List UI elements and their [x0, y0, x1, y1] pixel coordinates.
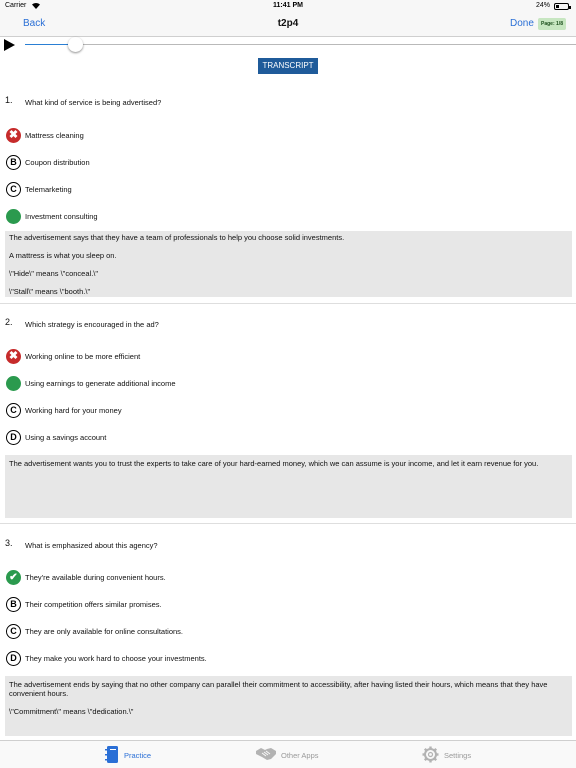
tab-label: Settings: [444, 750, 472, 760]
answer-text: Investment consulting: [25, 212, 98, 221]
page-title: t2p4: [277, 18, 299, 29]
battery-icon: [554, 3, 569, 10]
correct-answer-dot-icon: [6, 376, 21, 391]
status-bar: [0, 0, 576, 12]
answer-text: They are only available for online consultations.: [25, 627, 184, 636]
answer-option[interactable]: [0, 128, 576, 146]
checkmark-icon: ✔: [6, 570, 21, 585]
answer-text: Working online to be more efficient: [25, 352, 141, 361]
tab-label: Practice: [124, 750, 152, 760]
explanation-line: The advertisement ends by saying that no other company can parallel their commitment to accessibility, after having listed their hours, which means that they have convenient hours.: [9, 680, 548, 698]
explanation-line: The advertisement says that they have a team of professionals to help you choose solid investments.: [9, 233, 345, 242]
answer-text: Coupon distribution: [25, 158, 90, 167]
explanation-line: The advertisement wants you to trust the experts to take care of your hard-earned money, which we can assume is your income, and let it earn revenue for you.: [9, 459, 539, 468]
audio-progress-track[interactable]: [25, 44, 576, 45]
question-text: What is emphasized about this agency?: [25, 541, 158, 550]
tab-bar: [0, 740, 576, 768]
navigation-bar: [0, 12, 576, 37]
letter-c-icon: C: [6, 403, 21, 418]
letter-b-icon: B: [6, 597, 21, 612]
audio-scrubber-knob[interactable]: [68, 37, 83, 52]
explanation-line: A mattress is what you sleep on.: [9, 251, 117, 260]
audio-player: [0, 37, 576, 53]
answer-text: Their competition offers similar promises.: [25, 600, 162, 609]
answer-option[interactable]: [0, 182, 576, 200]
tab-practice[interactable]: [105, 746, 151, 764]
letter-c-icon: C: [6, 182, 21, 197]
answer-option[interactable]: [0, 209, 576, 227]
notebook-icon: [105, 746, 119, 765]
question-text: What kind of service is being advertised?: [25, 98, 162, 107]
carrier-label: Carrier: [5, 2, 27, 9]
explanation-line: \"Stall\" means \"booth.\": [9, 287, 91, 296]
answer-option[interactable]: [0, 376, 576, 394]
letter-c-icon: C: [6, 624, 21, 639]
back-button[interactable]: Back: [23, 18, 46, 29]
answer-text: They make you work hard to choose your investments.: [25, 654, 207, 663]
explanation-box: [5, 676, 572, 736]
answer-option[interactable]: [0, 403, 576, 421]
question-number: 2.: [5, 317, 13, 327]
correct-answer-dot-icon: [6, 209, 21, 224]
tab-other-apps[interactable]: [256, 746, 319, 764]
answer-text: Telemarketing: [25, 185, 72, 194]
answer-option[interactable]: [0, 624, 576, 642]
answer-text: Mattress cleaning: [25, 131, 84, 140]
answer-option[interactable]: [0, 349, 576, 367]
tab-label: Other Apps: [281, 750, 319, 760]
explanation-line: \"Commitment\" means \"dedication.\": [9, 707, 134, 716]
letter-d-icon: D: [6, 651, 21, 666]
page-indicator-badge: Page: 1/8: [538, 18, 566, 30]
handshake-icon: [256, 747, 276, 763]
answer-text: Using a savings account: [25, 433, 107, 442]
question-text: Which strategy is encouraged in the ad?: [25, 320, 159, 329]
explanation-line: \"Hide\" means \"conceal.\": [9, 269, 99, 278]
answer-text: They're available during convenient hours.: [25, 573, 166, 582]
answer-option[interactable]: [0, 570, 576, 588]
tab-settings[interactable]: [422, 746, 471, 764]
explanation-box: [5, 455, 572, 518]
question-number: 1.: [5, 95, 13, 105]
battery-percentage: 24%: [535, 2, 550, 9]
done-button[interactable]: Done: [510, 18, 534, 29]
gear-icon: [422, 746, 439, 765]
wrong-answer-icon: ✖: [6, 128, 21, 143]
explanation-box: [5, 231, 572, 297]
transcript-button[interactable]: TRANSCRIPT: [258, 58, 318, 74]
answer-text: Working hard for your money: [25, 406, 122, 415]
divider: [0, 303, 576, 304]
answer-text: Using earnings to generate additional income: [25, 379, 176, 388]
divider: [0, 523, 576, 524]
letter-d-icon: D: [6, 430, 21, 445]
question-number: 3.: [5, 538, 13, 548]
answer-option[interactable]: [0, 651, 576, 669]
status-time: 11:41 PM: [273, 2, 303, 9]
play-icon[interactable]: [4, 39, 15, 51]
answer-option[interactable]: [0, 597, 576, 615]
wrong-answer-icon: ✖: [6, 349, 21, 364]
answer-option[interactable]: [0, 430, 576, 448]
answer-option[interactable]: [0, 155, 576, 173]
letter-b-icon: B: [6, 155, 21, 170]
